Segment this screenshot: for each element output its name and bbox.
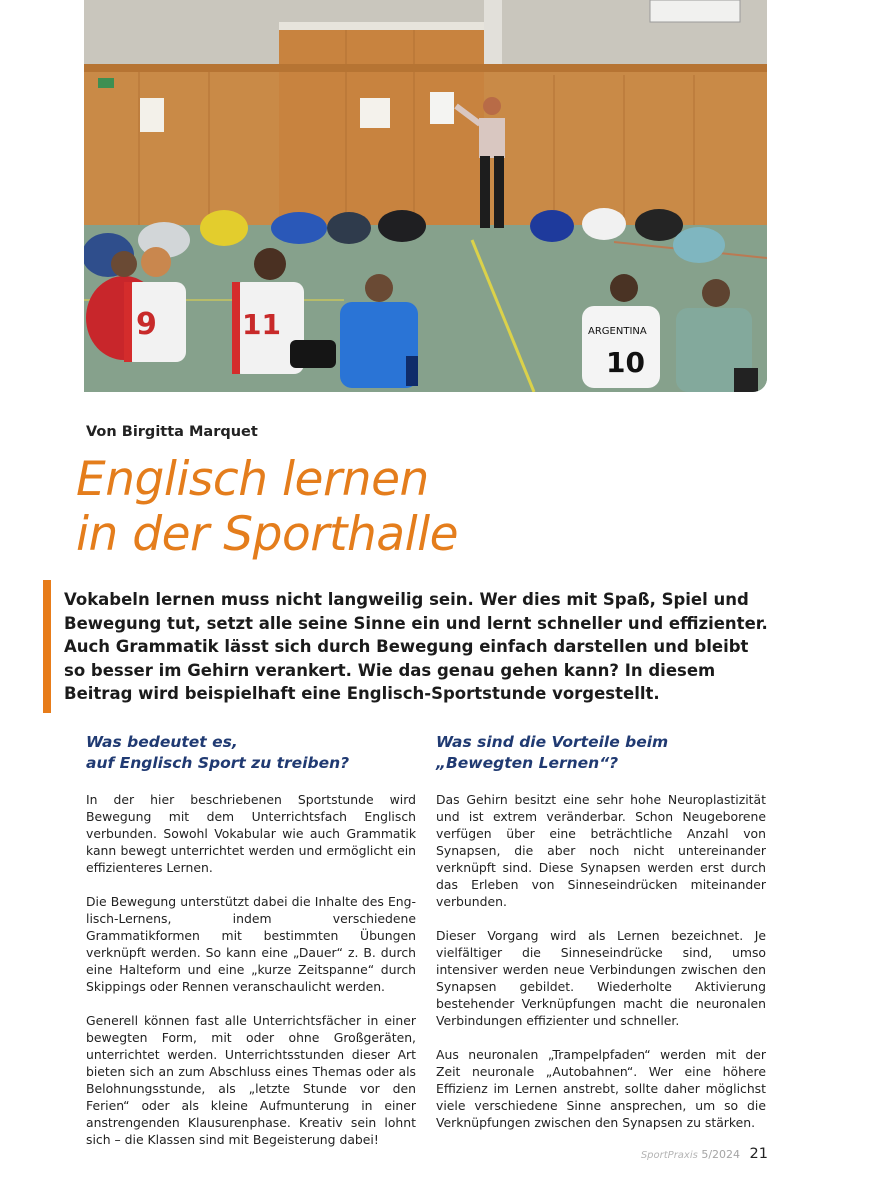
- right-heading: [436, 732, 766, 773]
- left-heading-line-1: Was bedeutet es,: [86, 733, 238, 751]
- left-heading-line-2: auf Englisch Sport zu treiben?: [86, 753, 350, 772]
- page-number: 21: [749, 1146, 768, 1162]
- title-line-1: Englisch lernen: [76, 452, 429, 507]
- right-column: [436, 732, 766, 1148]
- jersey-number-9: 9: [136, 307, 157, 342]
- left-column: [86, 732, 416, 1165]
- title-line-2: in der Sporthalle: [76, 507, 459, 562]
- jersey-number-10: 10: [606, 346, 645, 379]
- footer-issue: 5/2024: [701, 1148, 741, 1161]
- author-byline: Von Birgitta Marquet: [86, 424, 258, 440]
- left-paragraph-2: Die Bewegung unterstützt dabei die Inhalte des Englisch-Lernens, indem verschiedene Grammatikformen mit bestimmten Übungen verknüpft werden. So kann eine „Dauer“ z. B. durch eine Halteform und eine „kurze Zeitspanne“ durch Skippings oder Rennen veranschaulicht werden.: [86, 894, 416, 994]
- left-paragraph-1: In der hier beschriebenen Sportstunde wird Bewegung mit dem Unterrichtsfach Englisch verbunden. Sowohl Vokabular wie auch Grammatik kann bewegt unterrichtet werden und ermöglicht ein effizienteres Lernen.: [86, 792, 416, 875]
- lead-accent-bar: [43, 580, 51, 713]
- right-heading-line-1: Was sind die Vorteile beim: [436, 733, 669, 751]
- left-heading: [86, 732, 416, 773]
- left-paragraph-3: Generell können fast alle Unterrichtsfächer in einer bewegten Form, mit oder ohne Großgeräten, unterrichtet werden. Unterrichtsstunden dieser Art bieten sich an zum Abschluss eines Themas oder als Belohnungsstunde, als „letzte Stunde vor den Ferien“ oder als kleine Aufmunterung in einer anstrengenden Klausurenphase. Kreativ sein lohnt sich – die Klassen sind mit Begeisterung dabei!: [86, 1013, 416, 1147]
- footer-brand: SportPraxis: [640, 1150, 698, 1161]
- hero-photo: [84, 0, 767, 392]
- right-paragraph-3: Aus neuronalen „Trampelpfaden“ werden mit der Zeit neuronale „Autobahnen“. Wer eine höhere Effizienz im Lernen anstrebt, sollte daher möglichst viele verschiedene Sinne ansprechen, um so die Verknüpfungen zwischen den Synapsen zu stärken.: [436, 1047, 766, 1130]
- page-footer: [641, 1146, 768, 1162]
- article-title: [76, 452, 458, 562]
- right-heading-line-2: „Bewegten Lernen“?: [436, 753, 619, 772]
- right-paragraph-1: Das Gehirn besitzt eine sehr hohe Neuroplastizität und ist extrem veränderbar. Schon Neugeborene verfügen über eine beträchtliche Anzahl von Synapsen, die aber noch nicht untereinander verknüpft sind. Diese Synapsen werden erst durch das Erleben von Sinneseindrücken miteinander verbunden.: [436, 792, 766, 909]
- jersey-argentina: ARGENTINA: [588, 326, 647, 337]
- right-paragraph-2: Dieser Vorgang wird als Lernen bezeichnet. Je vielfältiger die Sinneseindrücke sind, umso intensiver werden neue Verbindungen zwischen den Synapsen gebildet. Wiederholte Aktivierung bestehender Verknüpfungen macht die neuronalen Verbindungen effizienter und schneller.: [436, 928, 766, 1028]
- jersey-number-11: 11: [242, 308, 281, 341]
- lead-paragraph: Vokabeln lernen muss nicht langweilig sein. Wer dies mit Spaß, Spiel und Bewegung tut, setzt alle seine Sinne ein und lernt schneller und effizienter. Auch Grammatik lässt sich durch Bewegung einfach darstellen und bleibt so besser im Gehirn verankert. Wie das genau gehen kann? In diesem Beitrag wird beispielhaft eine Englisch-Sportstunde vorgestellt.: [64, 590, 768, 703]
